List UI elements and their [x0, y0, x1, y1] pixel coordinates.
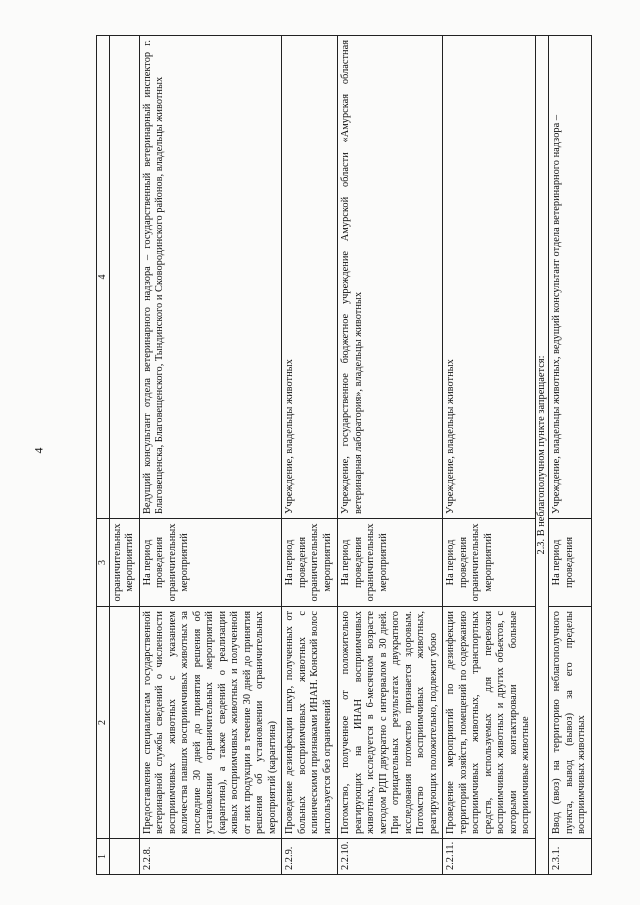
row-number: 2.2.8.	[139, 839, 281, 875]
table-row	[139, 36, 281, 875]
table-row	[338, 36, 443, 875]
row-number	[110, 839, 140, 875]
header-cell: 2	[97, 607, 110, 839]
header-cell: 3	[97, 519, 110, 607]
rotated-page-content	[96, 35, 588, 875]
table-row	[282, 36, 338, 875]
measure-text: Предоставление специалистам государственной ветеринарной службы сведений о численности восприимчивых животных с указанием количества павших восприимчивых животных за последние 30 дней до принятия решения об установлении ограничительных мероприятий (карантина), а также сведений о реализации живых восприимчивых животных и полученной от них продукции в течение 30 дней до принятия решения об установлении ограничительных мероприятий (карантина)	[139, 607, 281, 839]
period-text: На период проведения ограничительных мероприятий	[139, 519, 281, 607]
section-heading-row	[535, 36, 548, 875]
period-text: На период проведения ограничительных мероприятий	[443, 519, 535, 607]
period-text: На период проведения ограничительных мероприятий	[338, 519, 443, 607]
row-number: 2.2.9.	[282, 839, 338, 875]
measure-text	[110, 607, 140, 839]
measure-text: Потомство, полученное от положительно реагирующих на ИНАН восприимчивых животных, исследуется в 6-месячном возрасте методом РДП двукратно с интервалом в 30 дней. При отрицательных результатах двукратного исследования потомство признается здоровым. Потомство восприимчивых животных, реагирующих положительно, подлежит убою	[338, 607, 443, 839]
table-row	[549, 36, 591, 875]
table-row	[110, 36, 140, 875]
responsible-text: Учреждение, владельцы животных	[282, 36, 338, 519]
row-number: 2.2.10.	[338, 839, 443, 875]
header-cell: 4	[97, 36, 110, 519]
responsible-text: Учреждение, владельцы животных, ведущий консультант отдела ветеринарного надзора –	[549, 36, 591, 519]
page-number: 4	[31, 447, 46, 454]
table-row	[443, 36, 535, 875]
period-text: На период проведения ограничительных мероприятий	[282, 519, 338, 607]
responsible-text: Учреждение, владельцы животных	[443, 36, 535, 519]
period-text: ограничительных мероприятий	[110, 519, 140, 607]
measure-text: Ввод (ввоз) на территорию неблагополучного пункта, вывод (вывоз) за его пределы восприимчивых животных	[549, 607, 591, 839]
row-number: 2.2.11.	[443, 839, 535, 875]
measures-table	[96, 35, 592, 875]
responsible-text	[110, 36, 140, 519]
section-heading: 2.3. В неблагополучном пункте запрещается:	[535, 36, 548, 875]
measure-text: Проведение дезинфекции шкур, полученных от больных восприимчивых животных с клиническими признаками ИНАН. Конский волос используется без ограничений	[282, 607, 338, 839]
responsible-text: Ведущий консультант отдела ветеринарного надзора – государственный ветеринарный инспектор г. Благовещенска, Благовещенского, Тындинского и Сковородинского районов, владельцы животных	[139, 36, 281, 519]
table-header-row	[97, 36, 110, 875]
responsible-text: Учреждение, государственное бюджетное учреждение Амурской области «Амурская областная ветеринарная лаборатория», владельцы животных	[338, 36, 443, 519]
measure-text: Проведение мероприятий по дезинфекции территорий хозяйств, помещений по содержанию восприимчивых животных, транспортных средств, используемых для перевозки восприимчивых животных и других объектов, с которыми контактировали больные восприимчивые животные	[443, 607, 535, 839]
header-cell: 1	[97, 839, 110, 875]
row-number: 2.3.1.	[549, 839, 591, 875]
period-text: На период проведения	[549, 519, 591, 607]
